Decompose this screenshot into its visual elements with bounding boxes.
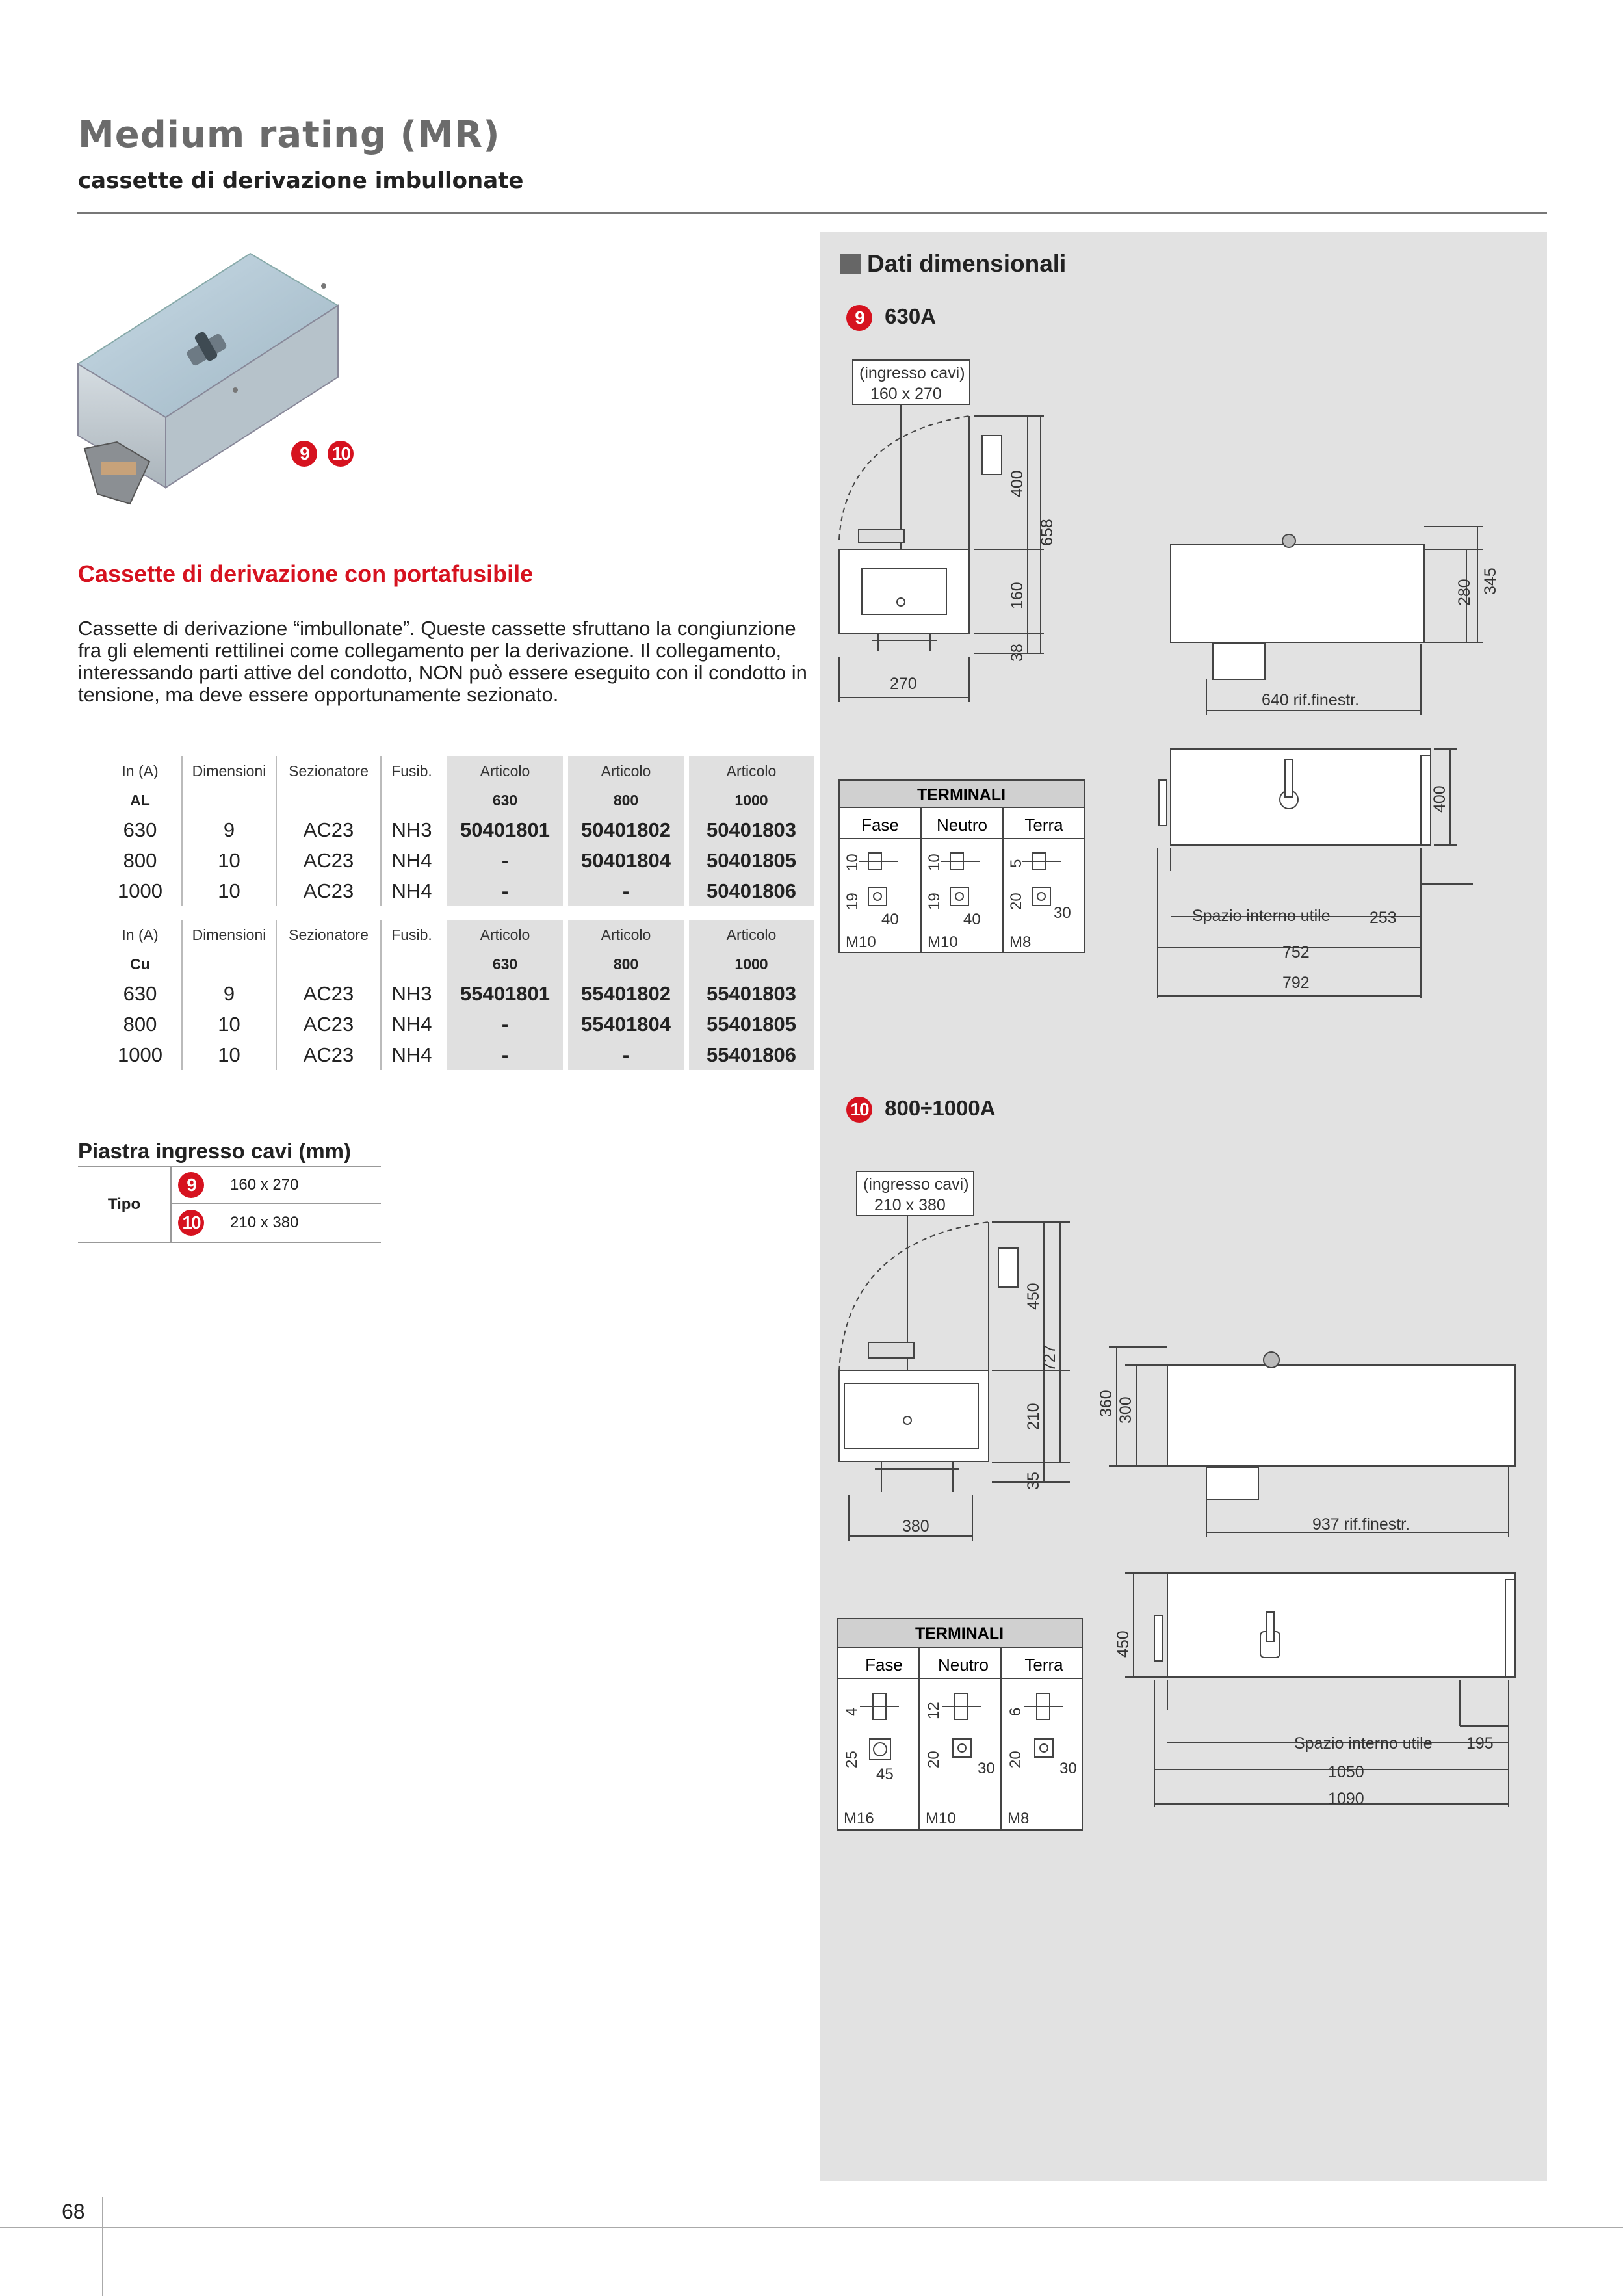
cell-in: 800 bbox=[123, 1012, 157, 1036]
empty-cell bbox=[276, 786, 381, 815]
terminali-bolt: M10 bbox=[846, 933, 876, 951]
col-header-in: In (A) bbox=[122, 926, 159, 943]
col-header-dimensioni: Dimensioni bbox=[182, 756, 276, 786]
col-header-articolo: Articolo bbox=[445, 756, 565, 786]
cell-sezionatore: AC23 bbox=[276, 1039, 381, 1070]
cell-articolo: 50401806 bbox=[686, 876, 814, 906]
col-header-articolo: Articolo bbox=[686, 756, 814, 786]
product-badges bbox=[291, 441, 354, 467]
table-row bbox=[99, 845, 814, 876]
drawing-630a bbox=[820, 351, 1547, 1008]
cell-in: 630 bbox=[123, 818, 157, 841]
dim-253: 253 bbox=[1370, 909, 1397, 927]
section-630a bbox=[846, 304, 936, 331]
terminali-col: Neutro bbox=[936, 815, 988, 835]
empty-cell bbox=[381, 950, 445, 978]
dim-280: 280 bbox=[1455, 579, 1474, 606]
cell-sezionatore: AC23 bbox=[276, 978, 381, 1009]
product-illustration bbox=[71, 247, 377, 520]
terminali-mid: 20 bbox=[925, 1751, 942, 1768]
terminali-top: 6 bbox=[1007, 1707, 1024, 1716]
dim-300: 300 bbox=[1117, 1396, 1135, 1424]
dimensional-title-text: Dati dimensionali bbox=[867, 250, 1067, 277]
terminali-top: 10 bbox=[844, 854, 861, 871]
cell-fusib: NH3 bbox=[381, 815, 445, 845]
footer-vertical-divider bbox=[102, 2197, 103, 2296]
section-heading: Cassette di derivazione con portafusibile bbox=[78, 560, 534, 587]
dim-752: 752 bbox=[1282, 943, 1310, 961]
cell-fusib: NH4 bbox=[381, 876, 445, 906]
cell-articolo: 55401803 bbox=[686, 978, 814, 1009]
badge-10: 10 bbox=[328, 441, 354, 467]
dim-160: 160 bbox=[1008, 582, 1026, 609]
ingresso-size: 160 x 270 bbox=[870, 385, 942, 403]
rating-label: 1000 bbox=[686, 950, 814, 978]
page-number: 68 bbox=[62, 2200, 85, 2223]
cell-articolo: - bbox=[565, 876, 686, 906]
material-label: Cu bbox=[130, 955, 150, 972]
cell-articolo: 50401801 bbox=[445, 815, 565, 845]
piastra-title: Piastra ingresso cavi (mm) bbox=[78, 1139, 352, 1163]
dim-450: 450 bbox=[1024, 1283, 1043, 1310]
product-description: Cassette di derivazione “imbullonate”. Queste cassette sfruttano la congiunzione fra gli elementi rettilinei come collegamento per la derivazione. Il collegamento, interessando parti attive del condotto, NON può essere eseguito con il condotto in tensione, ma deve essere opportunamente sezionato. bbox=[78, 617, 807, 706]
badge-10: 10 bbox=[178, 1210, 204, 1236]
cell-articolo: 55401806 bbox=[686, 1039, 814, 1070]
cell-articolo: 50401802 bbox=[565, 815, 686, 845]
cell-articolo: - bbox=[445, 876, 565, 906]
cell-sezionatore: AC23 bbox=[276, 845, 381, 876]
cell-articolo: - bbox=[445, 845, 565, 876]
cell-articolo: - bbox=[445, 1009, 565, 1039]
terminali-col: Neutro bbox=[937, 1655, 989, 1675]
cell-in: 630 bbox=[123, 982, 157, 1005]
table-row bbox=[99, 1009, 814, 1039]
empty-cell bbox=[381, 786, 445, 815]
cell-in: 1000 bbox=[118, 1043, 162, 1066]
terminali-col: Fase bbox=[861, 815, 899, 835]
dim-270: 270 bbox=[890, 675, 917, 693]
cell-sezionatore: AC23 bbox=[276, 1009, 381, 1039]
terminali-width: 45 bbox=[876, 1766, 894, 1783]
terminali-width: 30 bbox=[978, 1760, 995, 1777]
cell-articolo: - bbox=[565, 1039, 686, 1070]
dim-38: 38 bbox=[1008, 644, 1026, 662]
col-header-fusib: Fusib. bbox=[381, 756, 445, 786]
terminali-bolt: M8 bbox=[1009, 933, 1032, 951]
terminali-bolt: M8 bbox=[1007, 1810, 1030, 1827]
spazio-label: Spazio interno utile bbox=[1294, 1734, 1433, 1753]
ingresso-label: (ingresso cavi) bbox=[863, 1175, 969, 1194]
ingresso-size: 210 x 380 bbox=[874, 1196, 946, 1214]
terminali-title: TERMINALI bbox=[916, 786, 1006, 804]
dim-658: 658 bbox=[1038, 519, 1056, 546]
terminali-mid: 19 bbox=[926, 893, 943, 910]
piastra-table bbox=[78, 1166, 381, 1243]
col-header-articolo: Articolo bbox=[565, 920, 686, 950]
cell-articolo: - bbox=[445, 1039, 565, 1070]
cell-fusib: NH4 bbox=[381, 845, 445, 876]
terminali-mid: 25 bbox=[843, 1751, 861, 1768]
badge-9: 9 bbox=[846, 305, 872, 331]
terminali-top: 12 bbox=[925, 1702, 942, 1719]
terminali-top: 10 bbox=[926, 854, 943, 871]
page-subtitle: cassette di derivazione imbullonate bbox=[78, 168, 524, 194]
dim-1050: 1050 bbox=[1328, 1763, 1364, 1781]
cell-fusib: NH4 bbox=[381, 1009, 445, 1039]
section-label: 630A bbox=[885, 304, 937, 328]
square-bullet-icon bbox=[840, 254, 861, 274]
terminali-width: 30 bbox=[1054, 904, 1071, 922]
cell-in: 1000 bbox=[118, 879, 162, 902]
dim-380: 380 bbox=[902, 1517, 929, 1535]
ingresso-label: (ingresso cavi) bbox=[859, 364, 965, 382]
cell-articolo: 50401805 bbox=[686, 845, 814, 876]
terminali-col: Terra bbox=[1024, 815, 1063, 835]
terminali-top: 4 bbox=[843, 1707, 861, 1716]
terminali-col: Fase bbox=[865, 1655, 903, 1675]
dim-400: 400 bbox=[1008, 470, 1026, 497]
badge-9: 9 bbox=[291, 441, 317, 467]
col-header-sezionatore: Sezionatore bbox=[276, 920, 381, 950]
rating-label: 1000 bbox=[686, 786, 814, 815]
cell-articolo: 55401801 bbox=[445, 978, 565, 1009]
drawing-800-1000a bbox=[820, 1164, 1547, 1833]
cell-sezionatore: AC23 bbox=[276, 815, 381, 845]
dim-rif: 937 rif.finestr. bbox=[1312, 1515, 1410, 1533]
col-header-in: In (A) bbox=[122, 762, 159, 779]
dim-450b: 450 bbox=[1114, 1630, 1132, 1658]
cell-articolo: 50401804 bbox=[565, 845, 686, 876]
dim-210: 210 bbox=[1024, 1403, 1043, 1430]
cell-dimensioni: 9 bbox=[182, 978, 276, 1009]
cell-sezionatore: AC23 bbox=[276, 876, 381, 906]
table-row bbox=[99, 978, 814, 1009]
dim-360: 360 bbox=[1097, 1390, 1115, 1417]
cell-articolo: 55401802 bbox=[565, 978, 686, 1009]
terminali-width: 30 bbox=[1059, 1760, 1077, 1777]
terminali-bolt: M10 bbox=[926, 1810, 956, 1827]
table-row bbox=[99, 1039, 814, 1070]
table-aluminium bbox=[99, 756, 814, 906]
footer-divider bbox=[0, 2227, 1623, 2228]
tipo-label: Tipo bbox=[78, 1166, 171, 1242]
dim-35: 35 bbox=[1024, 1472, 1043, 1490]
col-header-articolo: Articolo bbox=[565, 756, 686, 786]
empty-cell bbox=[182, 950, 276, 978]
col-header-fusib: Fusib. bbox=[381, 920, 445, 950]
cell-dimensioni: 9 bbox=[182, 815, 276, 845]
terminali-mid: 20 bbox=[1007, 893, 1025, 910]
cell-dimensioni: 10 bbox=[182, 1039, 276, 1070]
badge-10: 10 bbox=[846, 1097, 872, 1123]
terminali-width: 40 bbox=[963, 911, 981, 928]
cell-fusib: NH4 bbox=[381, 1039, 445, 1070]
empty-cell bbox=[276, 950, 381, 978]
header-divider bbox=[77, 212, 1547, 214]
col-header-articolo: Articolo bbox=[686, 920, 814, 950]
terminali-bolt: M10 bbox=[928, 933, 958, 951]
section-label: 800÷1000A bbox=[885, 1096, 996, 1120]
empty-cell bbox=[182, 786, 276, 815]
cell-in: 800 bbox=[123, 848, 157, 872]
table-row bbox=[99, 815, 814, 845]
rating-label: 800 bbox=[565, 786, 686, 815]
dim-rif: 640 rif.finestr. bbox=[1262, 691, 1360, 709]
rating-label: 800 bbox=[565, 950, 686, 978]
terminali-top: 5 bbox=[1007, 859, 1025, 868]
dim-1090: 1090 bbox=[1328, 1790, 1364, 1808]
spazio-label: Spazio interno utile bbox=[1192, 907, 1331, 925]
col-header-dimensioni: Dimensioni bbox=[182, 920, 276, 950]
rating-label: 630 bbox=[445, 786, 565, 815]
dim-400b: 400 bbox=[1431, 785, 1449, 813]
page-title: Medium rating (MR) bbox=[78, 114, 500, 156]
cell-articolo: 55401805 bbox=[686, 1009, 814, 1039]
dim-792: 792 bbox=[1282, 974, 1310, 992]
cell-articolo: 55401804 bbox=[565, 1009, 686, 1039]
terminali-mid: 19 bbox=[844, 893, 861, 910]
dim-195: 195 bbox=[1466, 1734, 1494, 1753]
rating-label: 630 bbox=[445, 950, 565, 978]
piastra-size: 160 x 270 bbox=[230, 1166, 381, 1203]
dim-727: 727 bbox=[1041, 1344, 1059, 1372]
material-label: AL bbox=[130, 791, 150, 809]
cell-dimensioni: 10 bbox=[182, 845, 276, 876]
badge-9: 9 bbox=[178, 1172, 204, 1198]
terminali-title: TERMINALI bbox=[915, 1624, 1004, 1643]
terminali-bolt: M16 bbox=[844, 1810, 874, 1827]
dim-345: 345 bbox=[1481, 567, 1500, 595]
table-row bbox=[99, 876, 814, 906]
terminali-col: Terra bbox=[1024, 1655, 1063, 1675]
section-800-1000a bbox=[846, 1096, 996, 1123]
dimensional-title bbox=[840, 250, 1066, 278]
col-header-sezionatore: Sezionatore bbox=[276, 756, 381, 786]
cell-dimensioni: 10 bbox=[182, 876, 276, 906]
col-header-articolo: Articolo bbox=[445, 920, 565, 950]
cell-dimensioni: 10 bbox=[182, 1009, 276, 1039]
piastra-size: 210 x 380 bbox=[230, 1214, 299, 1231]
terminali-width: 40 bbox=[881, 911, 899, 928]
table-copper bbox=[99, 920, 814, 1070]
cell-articolo: 50401803 bbox=[686, 815, 814, 845]
cell-fusib: NH3 bbox=[381, 978, 445, 1009]
terminali-mid: 20 bbox=[1007, 1751, 1024, 1768]
